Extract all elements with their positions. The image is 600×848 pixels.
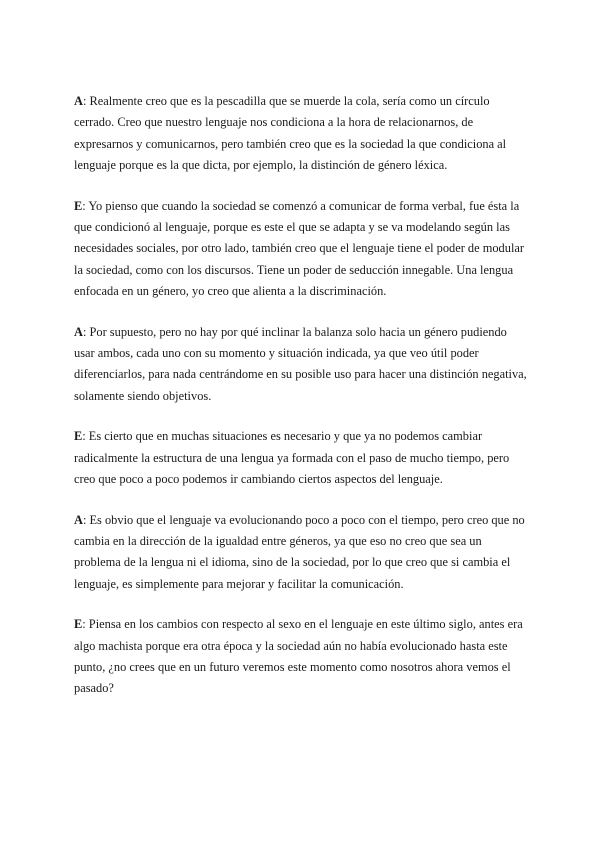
paragraph-text: : Yo pienso que cuando la sociedad se comenzó a comunicar de forma verbal, fue ésta la que condicionó al lenguaje, porque es este el que se adapta y se va modelando según las necesidades sociales, por otro lado, también creo que el lenguaje tiene el poder de modular la sociedad, como con los discursos. Tiene un poder de seducción innegable. Una lengua enfocada en un género, yo creo que alienta a la discriminación. [74, 198, 525, 298]
dialogue-paragraph-6 [74, 614, 530, 699]
dialogue-paragraph-3 [74, 322, 530, 407]
paragraph-text: : Es cierto que en muchas situaciones es necesario y que ya no podemos cambiar radicalmente la estructura de una lengua ya formada con el paso de mucho tiempo, pero creo que poco a poco podemos ir cambiando ciertos aspectos del lenguaje. [74, 429, 510, 486]
speaker-label: A [74, 94, 83, 108]
dialogue-paragraph-2 [74, 196, 530, 302]
speaker-label: E [74, 617, 83, 632]
speaker-label: E [74, 429, 83, 444]
paragraph-text: : Por supuesto, pero no hay por qué inclinar la balanza solo hacia un género pudiendo usar ambos, cada uno con su momento y situación indicada, ya que veo útil poder diferenciarlos, para nada centrándome en su posible uso para hacer una distinción negativa, solamente siendo objetivos. [74, 324, 527, 403]
speaker-label: E [74, 198, 83, 213]
document-page [74, 91, 530, 719]
paragraph-text: : Realmente creo que es la pescadilla que se muerde la cola, sería como un círculo cerrado. Creo que nuestro lenguaje nos condiciona a la hora de relacionarnos, de expresarnos y comunicarnos, pero también creo que es la sociedad la que condiciona al lenguaje porque es la que dicta, por ejemplo, la distinción de género léxica. [74, 94, 507, 172]
speaker-label: A [74, 512, 83, 527]
dialogue-paragraph-5 [74, 510, 530, 595]
speaker-label: A [74, 324, 83, 339]
paragraph-text: : Es obvio que el lenguaje va evolucionando poco a poco con el tiempo, pero creo que no cambia en la dirección de la igualdad entre géneros, ya que eso no creo que sea un problema de la lengua ni el idioma, sino de la sociedad, por lo que creo que si cambia el lenguaje, es simplemente para mejorar y facilitar la comunicación. [74, 512, 525, 591]
dialogue-paragraph-4 [74, 426, 530, 490]
dialogue-paragraph-1 [74, 91, 530, 176]
paragraph-text: : Piensa en los cambios con respecto al sexo en el lenguaje en este último siglo, antes era algo machista porque era otra época y la sociedad aún no había evolucionado hasta este punto, ¿no crees que en un futuro veremos este momento como nosotros ahora vemos el pasado? [74, 617, 523, 696]
